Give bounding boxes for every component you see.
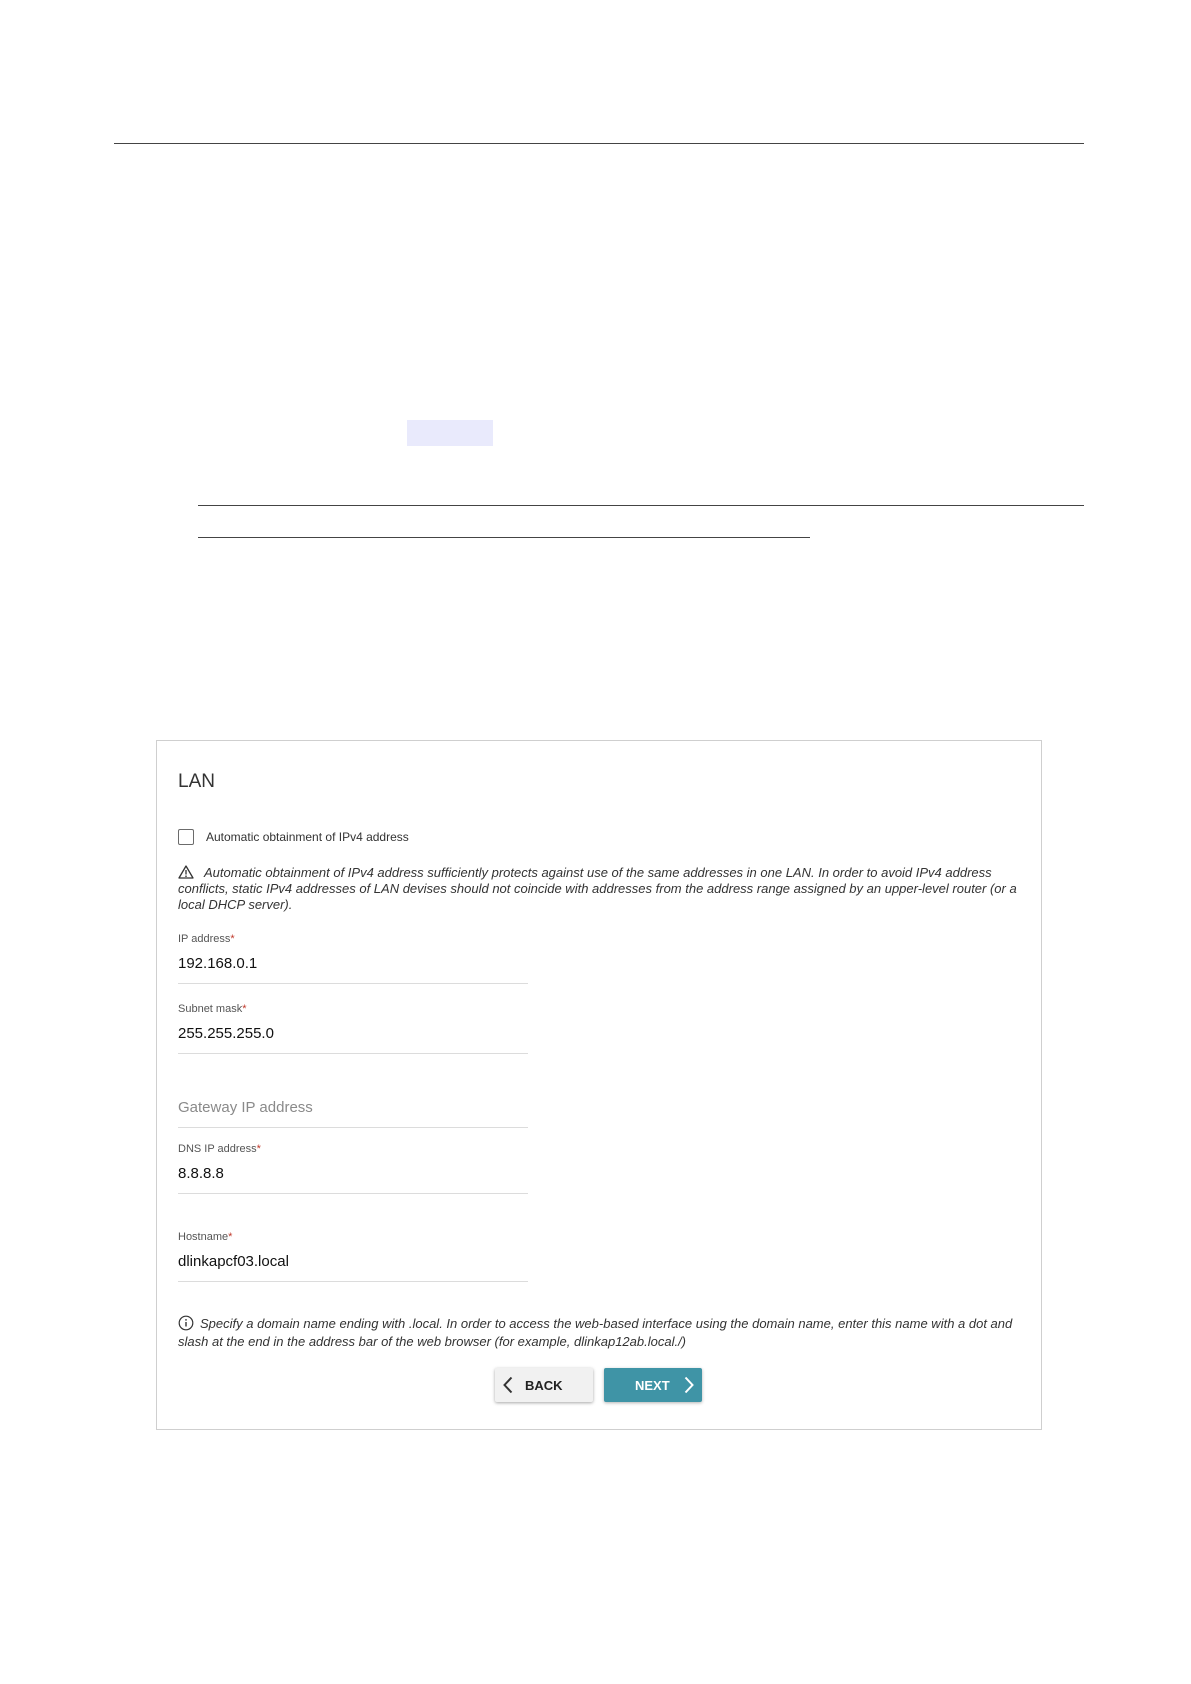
info-text: Specify a domain name ending with .local. In order to access the web-based interface using the domain name, enter this name with a dot and slash at the end in the address bar of the web browser (for example, dlinkap12ab.local./) xyxy=(178,1316,1013,1349)
warning-note xyxy=(178,865,1018,913)
auto-ipv4-label: Automatic obtainment of IPv4 address xyxy=(206,830,409,844)
warning-icon xyxy=(178,865,194,879)
info-note xyxy=(178,1315,1028,1351)
highlight-block xyxy=(407,420,493,446)
hostname-field[interactable] xyxy=(178,1231,528,1282)
ip-address-label: IP address* xyxy=(178,933,235,945)
auto-ipv4-row[interactable] xyxy=(178,829,409,845)
auto-ipv4-checkbox[interactable] xyxy=(178,829,194,845)
chevron-left-icon xyxy=(503,1376,513,1394)
rule-long xyxy=(198,505,1084,506)
subnet-mask-label: Subnet mask* xyxy=(178,1003,247,1015)
subnet-mask-input[interactable]: 255.255.255.0 xyxy=(178,1025,528,1054)
info-icon xyxy=(178,1315,194,1331)
dns-field[interactable] xyxy=(178,1143,528,1194)
subnet-mask-field[interactable] xyxy=(178,1003,528,1054)
dns-input[interactable]: 8.8.8.8 xyxy=(178,1165,528,1194)
rule-short xyxy=(198,537,810,538)
ip-address-field[interactable] xyxy=(178,933,528,984)
next-button-label: NEXT xyxy=(635,1377,670,1393)
warning-text: Automatic obtainment of IPv4 address sufficiently protects against use of the same addresses in one LAN. In order to avoid IPv4 address conflicts, static IPv4 addresses of LAN devises should not coincide with addresses from the address range assigned by an upper-level router (or a local DHCP server). xyxy=(178,865,1017,912)
chevron-right-icon xyxy=(684,1376,694,1394)
hostname-label: Hostname* xyxy=(178,1231,233,1243)
dns-label: DNS IP address* xyxy=(178,1143,261,1155)
back-button-label: BACK xyxy=(525,1377,563,1393)
ip-address-input[interactable]: 192.168.0.1 xyxy=(178,955,528,984)
lan-panel xyxy=(156,740,1042,1430)
back-button[interactable] xyxy=(495,1368,593,1402)
next-button[interactable] xyxy=(604,1368,702,1402)
header-rule xyxy=(114,143,1084,144)
panel-title: LAN xyxy=(178,771,215,792)
hostname-input[interactable]: dlinkapcf03.local xyxy=(178,1253,528,1282)
gateway-field[interactable] xyxy=(178,1099,528,1128)
gateway-input[interactable]: Gateway IP address xyxy=(178,1099,528,1128)
